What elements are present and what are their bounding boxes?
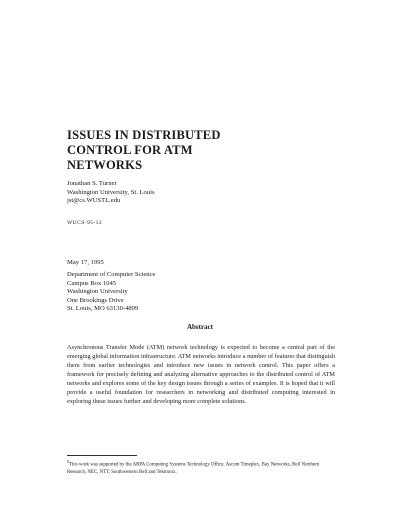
address-line: Washington University bbox=[67, 288, 128, 296]
author-name: Jonathan S. Turner bbox=[67, 180, 117, 187]
author-email: jst@cs.WUSTL.edu bbox=[67, 197, 121, 205]
title-line-2: CONTROL FOR ATM bbox=[67, 143, 193, 157]
address-block bbox=[67, 271, 155, 314]
author-affiliation: Washington University, St. Louis bbox=[67, 188, 155, 196]
footnote bbox=[67, 458, 337, 476]
footnote-rule bbox=[67, 455, 137, 456]
footnote-marker: 0 bbox=[67, 459, 69, 464]
address-line: Department of Computer Science bbox=[67, 271, 156, 278]
address-line: One Brookings Drive bbox=[67, 296, 124, 304]
footnote-text: This work was supported by the ARPA Computing Systems Technology Office, Ascom Timeplex, Bay Networks, Bell Northern Research, NEC, NTT, Southwestern Bell and Tektronix. bbox=[67, 462, 320, 475]
abstract-body: Asynchronous Transfer Mode (ATM) network technology is expected to become a central part of the emerging global information infrastructure. ATM networks introduce a number of features that distinguish them from earlier technologies and introduce new issues in network control. This paper offers a framework for precisely defining and analyzing alternative approaches to the distributed control of ATM networks and explores some of the key design issues through a series of examples. It is hoped that it will provide a useful foundation for researchers in networking and distributed computing interested in exploring these issues further and developing more complete solutions. bbox=[67, 344, 335, 405]
abstract-heading: Abstract bbox=[186, 323, 214, 331]
title-line-3: NETWORKS bbox=[67, 158, 143, 172]
address-line: Campus Box 1045 bbox=[67, 279, 117, 287]
title-line-1: ISSUES IN DISTRIBUTED bbox=[67, 128, 221, 142]
author-block bbox=[67, 180, 155, 206]
publication-date: May 17, 1995 bbox=[67, 259, 104, 266]
address-line: St. Louis, MO 63130-4899 bbox=[67, 305, 139, 313]
paper-title bbox=[67, 128, 327, 173]
report-number: WUCS-95-12 bbox=[67, 220, 103, 226]
